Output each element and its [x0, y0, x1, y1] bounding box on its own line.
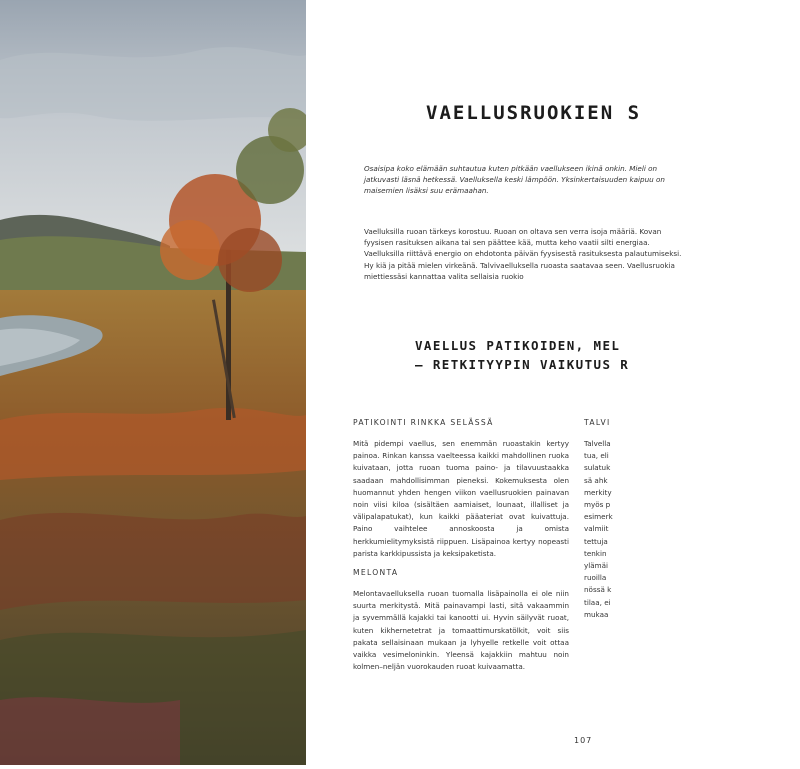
talvi-line: merkity — [584, 487, 612, 497]
heading-melonta: MELONTA — [353, 568, 399, 578]
talvi-line: nössä k — [584, 585, 612, 595]
talvi-line: sulatuk — [584, 463, 611, 473]
intro-paragraph: Osaisipa koko elämään suhtautua kuten pitkään vaellukseen ikinä onkin. Mieli on jatkuvasti läsnä hetkessä. Vaelluksella keski lämpöön. Yksinkertaisuuden kaipuu on maisemien lisäksi suu erämaahan. — [364, 164, 665, 196]
subtitle-line-2: – RETKITYYPIN VAIKUTUS R — [415, 357, 630, 372]
landscape-illustration — [0, 0, 306, 765]
body-paragraph: Vaelluksilla ruoan tärkeys korostuu. Ruoan on oltava sen verra isoja määriä. Kovan fyysisen rasituksen aikana tai sen päättee kää, mutta keho vaatii silti energiaa. Vaelluksilla riittävä energio on ehdotonta päivän fyysisestä rasituksesta palautumiseksi. Hy kiä ja pitää mielen virkeänä. Talvivaelluksella ruoasta saatavaa seen. Vaellusruokia miettiessäsi kannattaa valita sellaisia ruokio — [364, 227, 682, 281]
talvi-line: tilaa, ei — [584, 597, 611, 607]
autumn-landscape-photo — [0, 0, 306, 765]
paragraph-talvi — [584, 438, 800, 621]
left-column — [353, 418, 569, 681]
paragraph-melonta: Melontavaelluksella ruoan tuomalla lisäpainolla ei ole niin suurta merkitystä. Mitä painavampi lasti, sitä vakaammin ja syvemmällä kajakki tai kanootti ui. Hyvin säilyvät ruoat, kuten kikhernetetrat ja tomaattimurskatölkit, voit siis pakata sellaisinaan mukaan ja lyhyelle retkelle voit ottaa vaikka vesimeloninkin. Yleensä kajakkiin mahtuu noin kolmen–neljän vuorokauden ruoat kuivaamatta. — [353, 589, 569, 672]
heading-talvi: TALVI — [584, 418, 611, 427]
section-subtitle — [415, 336, 629, 374]
talvi-line: ylämäi — [584, 561, 609, 571]
talvi-line: ruoilla — [584, 573, 607, 583]
page-title: VAELLUSRUOKIEN S — [426, 102, 642, 124]
paragraph-patikointi: Mitä pidempi vaellus, sen enemmän ruoastakin kertyy painoa. Rinkan kanssa vaelteessa kaikki mahdollinen ruoka kuivataan, jotta ruoan tuoma paino- ja tilavuustaakka saadaan mahdollisimman pieneksi. Kokemuksesta olen huomannut yhden hengen viikon vaellusruokien painavan noin viisi kiloa (sisältäen aamiaiset, lounaat, illalliset ja välipalapatukat), kun kaikki pääateriat ovat kuivattuja. Paino vaihtelee annoskoosta ja omista herkkumielitymyksistä riippuen. Lisäpainoa kertyy nopeasti parista karkkipussista ja keksipaketista. — [353, 439, 569, 558]
talvi-line: tenkin — [584, 548, 607, 558]
talvi-line: tettuja — [584, 536, 608, 546]
text-page — [306, 0, 682, 765]
talvi-line: mukaa — [584, 609, 609, 619]
talvi-line: sä ahk — [584, 475, 608, 485]
talvi-line: esimerk — [584, 512, 613, 522]
talvi-line: Talvella — [584, 439, 611, 448]
talvi-line: myös p — [584, 500, 611, 510]
heading-patikointi: PATIKOINTI RINKKA SELÄSSÄ — [353, 418, 494, 427]
right-column — [584, 418, 800, 629]
talvi-line: tua, eli — [584, 451, 609, 461]
talvi-line: valmiit — [584, 524, 609, 534]
page-number: 107 — [574, 736, 593, 745]
subtitle-line-1: VAELLUS PATIKOIDEN, MEL — [415, 338, 621, 353]
